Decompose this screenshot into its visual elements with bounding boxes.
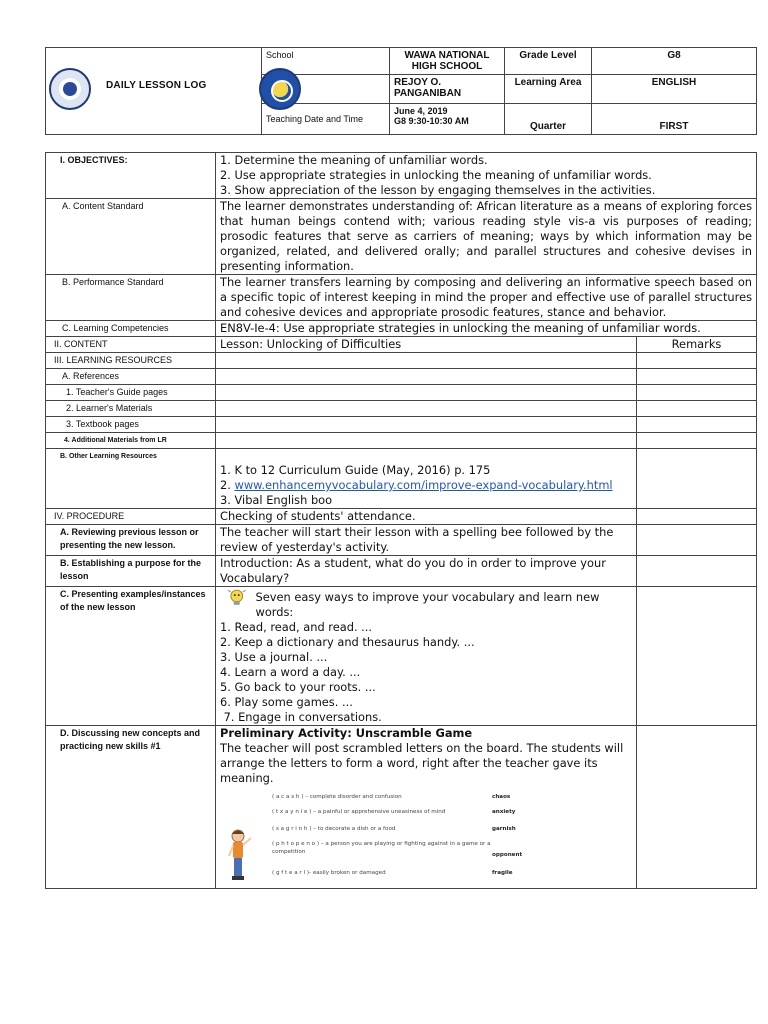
competencies-row	[46, 321, 757, 337]
school-label: School	[262, 48, 390, 75]
teachers-guide-remarks	[637, 385, 757, 401]
objectives-content	[216, 153, 757, 199]
quarter-value: FIRST	[592, 103, 757, 134]
objective-item: 2. Use appropriate strategies in unlocking the meaning of unfamiliar words.	[220, 168, 652, 182]
other-resource-item: 3. Vibal English boo	[220, 493, 333, 507]
reviewing-row	[46, 525, 757, 556]
content-label: II. CONTENT	[46, 337, 216, 353]
presenting-item: 5. Go back to your roots. ...	[220, 680, 376, 694]
resources-label: III. LEARNING RESOURCES	[46, 353, 216, 369]
references-cell	[216, 369, 637, 385]
textbook-cell	[216, 417, 637, 433]
scramble-clue: ( t x a y n i e ) – a painful or apprehensive uneasiness of mind	[272, 809, 446, 815]
procedure-remarks	[637, 509, 757, 525]
presenting-intro-line	[220, 587, 632, 620]
objectives-row	[46, 153, 757, 199]
procedure-row	[46, 509, 757, 525]
school-value: WAWA NATIONAL HIGH SCHOOL	[390, 48, 505, 75]
other-resource-prefix: 2.	[220, 478, 235, 492]
header-logo-cell	[46, 48, 262, 135]
presenting-remarks	[637, 587, 757, 726]
performance-standard-text: The learner transfers learning by composing and delivering an informative speech based on a specific topic of interest keeping in mind the proper and effective use of parallel structures and cohesive devices and appropriate prosodic features, stance and behavior.	[216, 275, 757, 321]
scramble-clue: ( g f t e a r l )- easily broken or damaged	[272, 870, 386, 876]
scrambled-words-figure	[220, 788, 526, 888]
quarter-label: Quarter	[505, 103, 592, 134]
time-line: G8 9:30-10:30 AM	[394, 115, 469, 126]
presenting-item: 3. Use a journal. ...	[220, 650, 328, 664]
competencies-text: EN8V-Ie-4: Use appropriate strategies in unlocking the meaning of unfamiliar words.	[216, 321, 757, 337]
presenting-row	[46, 587, 757, 726]
scramble-clue: ( a c a s h ) – complete disorder and confusion	[272, 794, 402, 800]
resources-row	[46, 353, 757, 369]
scramble-answer: opponent	[492, 852, 523, 858]
additional-cell	[216, 433, 637, 449]
discussing-row	[46, 726, 757, 889]
discussing-title: Preliminary Activity: Unscramble Game	[220, 726, 473, 740]
content-standard-row	[46, 199, 757, 275]
teacher-value: REJOY O. PANGANIBAN	[390, 75, 505, 103]
additional-remarks	[637, 433, 757, 449]
objective-item: 3. Show appreciation of the lesson by engaging themselves in the activities.	[220, 183, 656, 197]
additional-row	[46, 433, 757, 449]
deped-seal-icon	[49, 68, 91, 110]
presenting-item: 4. Learn a word a day. ...	[220, 665, 361, 679]
references-label: A. References	[46, 369, 216, 385]
presenting-item: 7. Engage in conversations.	[220, 710, 382, 724]
date-line: June 4, 2019	[394, 105, 448, 116]
presenting-intro: Seven easy ways to improve your vocabulary and learn new words:	[255, 590, 600, 619]
resources-remarks	[637, 353, 757, 369]
presenting-content	[216, 587, 637, 726]
purpose-text: Introduction: As a student, what do you do in order to improve your Vocabulary?	[216, 556, 637, 587]
content-text: Lesson: Unlocking of Difficulties	[216, 337, 637, 353]
discussing-label: D. Discussing new concepts and practicing new skills #1	[46, 726, 216, 889]
lightbulb-icon	[226, 587, 248, 609]
objective-item: 1. Determine the meaning of unfamiliar words.	[220, 153, 488, 167]
date-value	[390, 103, 505, 134]
date-label: Teaching Date and Time	[262, 103, 390, 134]
presenting-item: 6. Play some games. ...	[220, 695, 353, 709]
content-standard-text: The learner demonstrates understanding of: African literature as a means of exploring forces that human beings contend with; various reading style vis-a vis purposes of reading; prosodic features that serve as carriers of meaning; ways by which information may be organized, related, and delivered orally; and parallel structures and cohesive devises in presenting information.	[216, 199, 757, 275]
reviewing-label: A. Reviewing previous lesson or presenting the new lesson.	[46, 525, 216, 556]
discussing-content	[216, 726, 637, 889]
purpose-label: B. Establishing a purpose for the lesson	[46, 556, 216, 587]
content-standard-label: A. Content Standard	[46, 199, 216, 275]
other-resources-label: B. Other Learning Resources	[46, 449, 216, 509]
discussing-remarks	[637, 726, 757, 889]
teachers-guide-label: 1. Teacher's Guide pages	[46, 385, 216, 401]
remarks-header: Remarks	[637, 337, 757, 353]
competencies-label: C. Learning Competencies	[46, 321, 216, 337]
references-row	[46, 369, 757, 385]
learners-materials-row	[46, 401, 757, 417]
scramble-answer: chaos	[492, 794, 511, 800]
reviewing-remarks	[637, 525, 757, 556]
performance-standard-row	[46, 275, 757, 321]
references-remarks	[637, 369, 757, 385]
other-resource-item	[220, 478, 632, 493]
additional-label: 4. Additional Materials from LR	[46, 433, 216, 449]
textbook-remarks	[637, 417, 757, 433]
performance-standard-label: B. Performance Standard	[46, 275, 216, 321]
teachers-guide-cell	[216, 385, 637, 401]
objectives-label: I. OBJECTIVES:	[46, 153, 216, 199]
presenting-item: 2. Keep a dictionary and thesaurus handy. ...	[220, 635, 475, 649]
purpose-remarks	[637, 556, 757, 587]
presenting-label: C. Presenting examples/instances of the new lesson	[46, 587, 216, 726]
teachers-guide-row	[46, 385, 757, 401]
header-table	[45, 47, 757, 135]
other-resource-item: 1. K to 12 Curriculum Guide (May, 2016) p. 175	[220, 463, 491, 477]
learners-materials-remarks	[637, 401, 757, 417]
lesson-table	[45, 152, 757, 889]
textbook-label: 3. Textbook pages	[46, 417, 216, 433]
scramble-answer: anxiety	[492, 809, 516, 815]
procedure-text: Checking of students' attendance.	[216, 509, 637, 525]
vocabulary-link[interactable]: www.enhancemyvocabulary.com/improve-expand-vocabulary.html	[234, 478, 613, 492]
presenting-item: 1. Read, read, and read. ...	[220, 620, 373, 634]
area-label: Learning Area	[505, 75, 592, 103]
learners-materials-label: 2. Learner's Materials	[46, 401, 216, 417]
scramble-clue: ( p h t o p e n o ) – a person you are playing or fighting against in a game or a competition	[272, 841, 491, 855]
area-value: ENGLISH	[592, 75, 757, 103]
resources-cell	[216, 353, 637, 369]
school-seal-icon	[259, 68, 301, 110]
log-title: DAILY LESSON LOG	[106, 80, 207, 91]
discussing-text: The teacher will post scrambled letters on the board. The students will arrange the letters to form a word, right after the teacher gave its meaning.	[220, 741, 624, 785]
content-row	[46, 337, 757, 353]
other-resources-row	[46, 449, 757, 509]
cartoon-teacher-icon	[226, 828, 252, 886]
scramble-answer: garnish	[492, 826, 516, 832]
purpose-row	[46, 556, 757, 587]
other-resources-remarks	[637, 449, 757, 509]
procedure-label: IV. PROCEDURE	[46, 509, 216, 525]
grade-label: Grade Level	[505, 48, 592, 75]
other-resources-content	[216, 449, 637, 509]
grade-value: G8	[592, 48, 757, 75]
reviewing-text: The teacher will start their lesson with a spelling bee followed by the review of yesterday's activity.	[216, 525, 637, 556]
scramble-clue: ( s a g r i n h ) – to decorate a dish or a food	[272, 826, 396, 832]
scramble-answer: fragile	[492, 870, 513, 876]
textbook-row	[46, 417, 757, 433]
learners-materials-cell	[216, 401, 637, 417]
